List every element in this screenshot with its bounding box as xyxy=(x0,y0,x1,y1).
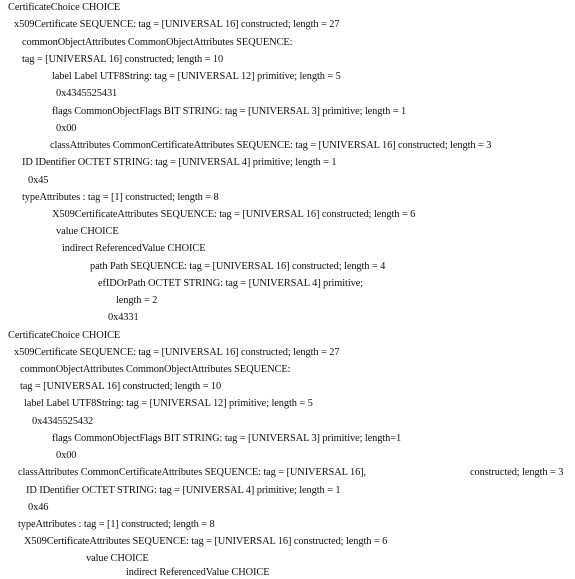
text-line: CertificateChoice CHOICE xyxy=(8,330,121,341)
text-line: indirect ReferencedValue CHOICE xyxy=(126,567,270,578)
text-line: ID IDentifier OCTET STRING: tag = [UNIVERSAL 4] primitive; length = 1 xyxy=(26,485,341,496)
text-line: commonObjectAttributes CommonObjectAttributes SEQUENCE: xyxy=(20,364,291,375)
text-line: 0x4345525432 xyxy=(32,416,94,427)
text-line: tag = [UNIVERSAL 16] constructed; length = 10 xyxy=(22,54,224,65)
text-line: CertificateChoice CHOICE xyxy=(8,2,121,13)
text-line: value CHOICE xyxy=(56,226,119,237)
text-line: label Label UTF8String: tag = [UNIVERSAL 12] primitive; length = 5 xyxy=(24,398,313,409)
text-line: commonObjectAttributes CommonObjectAttributes SEQUENCE: xyxy=(22,37,293,48)
text-line: efIDOrPath OCTET STRING: tag = [UNIVERSAL 4] primitive; xyxy=(98,278,363,289)
text-line: flags CommonObjectFlags BIT STRING: tag = [UNIVERSAL 3] primitive; length=1 xyxy=(52,433,402,444)
text-line: flags CommonObjectFlags BIT STRING: tag = [UNIVERSAL 3] primitive; length = 1 xyxy=(52,106,407,117)
text-line: 0x45 xyxy=(28,175,49,186)
text-line: 0x4345525431 xyxy=(56,88,118,99)
text-line: typeAttributes : tag = [1] constructed; length = 8 xyxy=(18,519,215,530)
text-line: ID IDentifier OCTET STRING: tag = [UNIVERSAL 4] primitive; length = 1 xyxy=(22,157,337,168)
text-line: 0x00 xyxy=(56,450,77,461)
text-line: 0x4331 xyxy=(108,312,139,323)
text-line: classAttributes CommonCertificateAttributes SEQUENCE: tag = [UNIVERSAL 16] constructed; length = 3 xyxy=(50,140,492,151)
text-line: typeAttributes : tag = [1] constructed; length = 8 xyxy=(22,192,219,203)
text-line: tag = [UNIVERSAL 16] constructed; length = 10 xyxy=(20,381,222,392)
text-line: constructed; length = 3 xyxy=(470,467,564,478)
text-line: label Label UTF8String: tag = [UNIVERSAL 12] primitive; length = 5 xyxy=(52,71,341,82)
text-line: X509CertificateAttributes SEQUENCE: tag = [UNIVERSAL 16] constructed; length = 6 xyxy=(24,536,388,547)
text-line: x509Certificate SEQUENCE: tag = [UNIVERSAL 16] constructed; length = 27 xyxy=(14,347,340,358)
text-line: 0x46 xyxy=(28,502,49,513)
text-line: length = 2 xyxy=(116,295,158,306)
text-line: indirect ReferencedValue CHOICE xyxy=(62,243,206,254)
text-line: path Path SEQUENCE: tag = [UNIVERSAL 16] constructed; length = 4 xyxy=(90,261,386,272)
text-line: 0x00 xyxy=(56,123,77,134)
text-line: X509CertificateAttributes SEQUENCE: tag = [UNIVERSAL 16] constructed; length = 6 xyxy=(52,209,416,220)
text-line: x509Certificate SEQUENCE: tag = [UNIVERSAL 16] constructed; length = 27 xyxy=(14,19,340,30)
text-line: classAttributes CommonCertificateAttributes SEQUENCE: tag = [UNIVERSAL 16], xyxy=(18,467,367,478)
text-line: value CHOICE xyxy=(86,553,149,564)
